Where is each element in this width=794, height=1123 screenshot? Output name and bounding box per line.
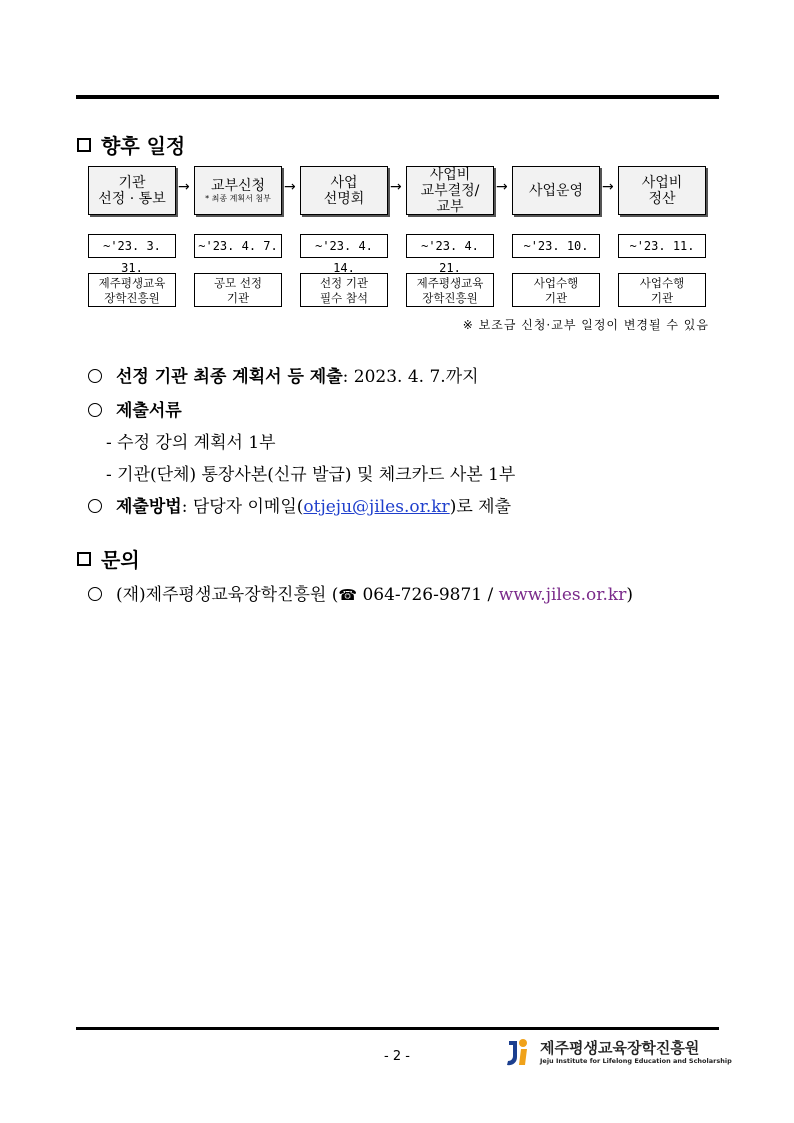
docs-item: - 기관(단체) 통장사본(신규 발급) 및 체크카드 사본 1부	[106, 465, 516, 485]
org-line: 선정 기관	[319, 275, 369, 290]
step-box	[194, 166, 282, 215]
contact-close: )	[626, 585, 633, 605]
top-rule	[76, 95, 719, 99]
list-item-method	[88, 492, 511, 517]
step-box	[88, 166, 176, 215]
contact-org: (재)제주평생교육장학진흥원 (	[116, 585, 339, 605]
circle-bullet-icon	[88, 499, 102, 513]
step-sub: * 최종 계획서 첨부	[205, 194, 271, 203]
org-box	[194, 273, 282, 307]
step-line: 사업운영	[528, 182, 584, 199]
bottom-rule	[76, 1027, 719, 1030]
phone-icon: ☎	[338, 586, 358, 604]
step-line: 선명회	[323, 190, 365, 207]
date-box: ~'23. 4. 14.	[300, 234, 388, 258]
email-link[interactable]: otjeju@jiles.or.kr	[303, 497, 450, 517]
org-box	[618, 273, 706, 307]
schedule-flow	[88, 166, 706, 310]
right-arrow-icon: →	[390, 179, 402, 195]
right-arrow-icon: →	[496, 179, 508, 195]
logo-mark-icon	[505, 1035, 533, 1069]
square-bullet-icon	[77, 552, 91, 566]
org-line: 제주평생교육	[416, 275, 484, 290]
step-line: 교부신청	[210, 178, 266, 194]
org-box	[88, 273, 176, 307]
step-box	[512, 166, 600, 215]
schedule-note: ※ 보조금 신청·교부 일정이 변경될 수 있음	[462, 318, 709, 332]
circle-bullet-icon	[88, 403, 102, 417]
submit-label: 선정 기관 최종 계획서 등 제출	[116, 367, 343, 387]
page-number: - 2 -	[384, 1049, 410, 1064]
step-box	[300, 166, 388, 215]
website-link[interactable]: www.jiles.or.kr	[498, 585, 627, 605]
org-line: 장학진흥원	[422, 290, 478, 305]
right-arrow-icon: →	[284, 179, 296, 195]
contact-phone: 064-726-9871 /	[357, 585, 499, 605]
org-line: 제주평생교육	[98, 275, 166, 290]
step-line: 사업비	[429, 166, 471, 183]
section-schedule-heading	[77, 130, 185, 159]
logo-name: 제주평생교육장학진흥원	[540, 1039, 700, 1057]
org-box	[300, 273, 388, 307]
circle-bullet-icon	[88, 369, 102, 383]
step-line: 정산	[648, 190, 676, 207]
org-line: 기관	[544, 290, 568, 305]
date-box: ~'23. 11.	[618, 234, 706, 258]
date-box: ~'23. 10.	[512, 234, 600, 258]
step-line: 사업비	[641, 174, 683, 191]
org-line: 사업수행	[533, 275, 579, 290]
logo-english-name: Jeju Institute for Lifelong Education and Scholarship	[540, 1057, 732, 1065]
org-line: 기관	[650, 290, 674, 305]
step-line: 선정 · 통보	[98, 190, 166, 207]
method-label: 제출방법	[116, 497, 182, 517]
docs-label: 제출서류	[116, 401, 182, 421]
date-box: ~'23. 3. 31.	[88, 234, 176, 258]
date-box: ~'23. 4. 7.	[194, 234, 282, 258]
org-line: 기관	[226, 290, 250, 305]
submit-deadline: : 2023. 4. 7.까지	[342, 367, 479, 387]
step-box	[618, 166, 706, 215]
list-item-docs	[88, 396, 182, 421]
docs-item: - 수정 강의 계획서 1부	[106, 433, 276, 453]
section-title: 향후 일정	[101, 134, 186, 158]
section-title: 문의	[101, 548, 140, 572]
contact-line	[88, 580, 633, 605]
right-arrow-icon: →	[178, 179, 190, 195]
step-line: 기관	[118, 174, 146, 191]
step-line: 교부	[436, 198, 464, 215]
org-line: 공모 선정	[213, 275, 263, 290]
section-inquiry-heading	[77, 544, 140, 573]
list-item-submit	[88, 362, 479, 387]
method-text: : 담당자 이메일(	[181, 497, 304, 517]
step-box	[406, 166, 494, 215]
org-box	[512, 273, 600, 307]
institute-logo	[505, 1035, 732, 1071]
org-line: 장학진흥원	[104, 290, 160, 305]
org-line: 사업수행	[639, 275, 685, 290]
circle-bullet-icon	[88, 587, 102, 601]
square-bullet-icon	[77, 138, 91, 152]
step-line: 사업	[330, 174, 358, 191]
org-box	[406, 273, 494, 307]
date-box: ~'23. 4. 21.	[406, 234, 494, 258]
method-text: )로 제출	[449, 497, 511, 517]
right-arrow-icon: →	[602, 179, 614, 195]
org-line: 필수 참석	[319, 290, 369, 305]
step-line: 교부결정/	[420, 182, 480, 199]
